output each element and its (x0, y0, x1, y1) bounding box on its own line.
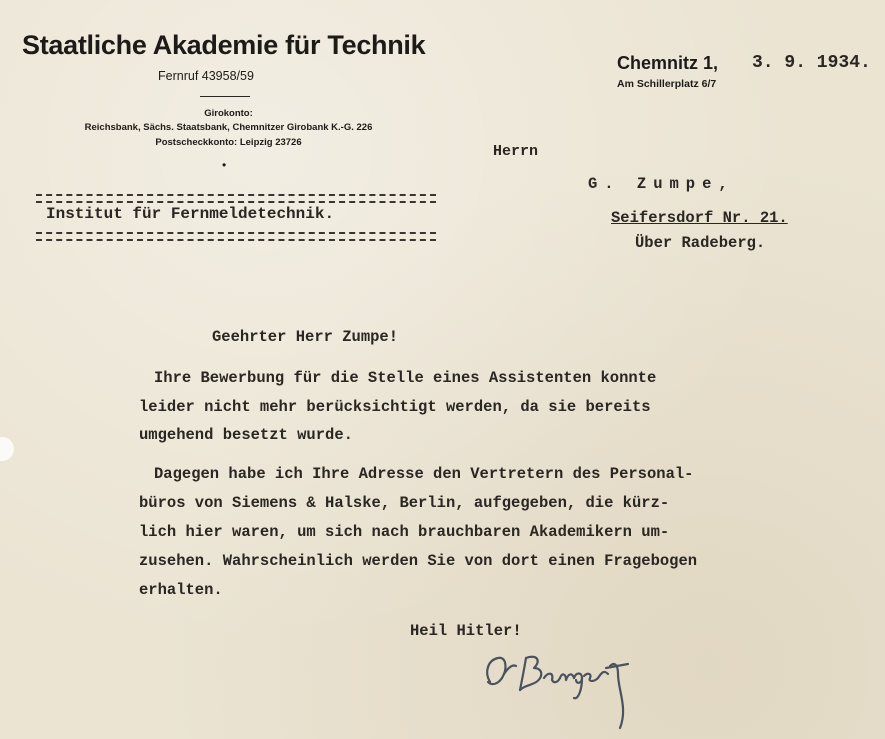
letterhead-postcheck: Postscheckkonto: Leipzig 23726 (155, 137, 302, 148)
letterhead-phone: Fernruf 43958/59 (158, 69, 254, 83)
letterhead-giro-title: Girokonto: (204, 108, 253, 119)
letterhead-rule (200, 96, 250, 97)
place-city: Chemnitz 1, (617, 53, 719, 73)
institute-dashed-rule-bottom (36, 232, 436, 241)
place-street: Am Schillerplatz 6/7 (617, 78, 717, 90)
paragraph2-line: zusehen. Wahrscheinlich werden Sie von dort einen Fragebogen (139, 552, 698, 570)
paragraph1-line: Ihre Bewerbung für die Stelle eines Assistenten konnte (154, 369, 657, 387)
recipient-address-line2: Über Radeberg. (635, 234, 766, 252)
paragraph2-line: lich hier waren, um sich nach brauchbaren Akademikern um- (139, 523, 670, 541)
recipient-name: G. Zumpe, (588, 175, 735, 193)
paragraph1-line: umgehend besetzt wurde. (139, 426, 353, 444)
recipient-address-line1: Seifersdorf Nr. 21. (611, 209, 788, 227)
letterhead-bullet: • (222, 158, 227, 172)
letter-closing: Heil Hitler! (410, 622, 522, 640)
letter-salutation: Geehrter Herr Zumpe! (212, 328, 399, 346)
paragraph1-line: leider nicht mehr berücksichtigt werden, da sie bereits (139, 398, 651, 416)
recipient-title: Herrn (493, 143, 539, 160)
paragraph2-line: Dagegen habe ich Ihre Adresse den Vertretern des Personal- (154, 465, 694, 483)
paragraph2-line: erhalten. (139, 581, 223, 599)
paragraph2-line: büros von Siemens & Halske, Berlin, aufgegeben, die kürz- (139, 494, 670, 512)
punch-hole (0, 437, 14, 461)
letterhead-academy-name: Staatliche Akademie für Technik (22, 30, 426, 60)
letter-date: 3. 9. 1934. (752, 53, 871, 73)
letterhead-giro-banks: Reichsbank, Sächs. Staatsbank, Chemnitzer Girobank K.-G. 226 (84, 122, 373, 133)
handwritten-signature (478, 638, 658, 733)
institute-dashed-rule-top (36, 194, 436, 203)
institute-name: Institut für Fernmeldetechnik. (46, 205, 335, 223)
